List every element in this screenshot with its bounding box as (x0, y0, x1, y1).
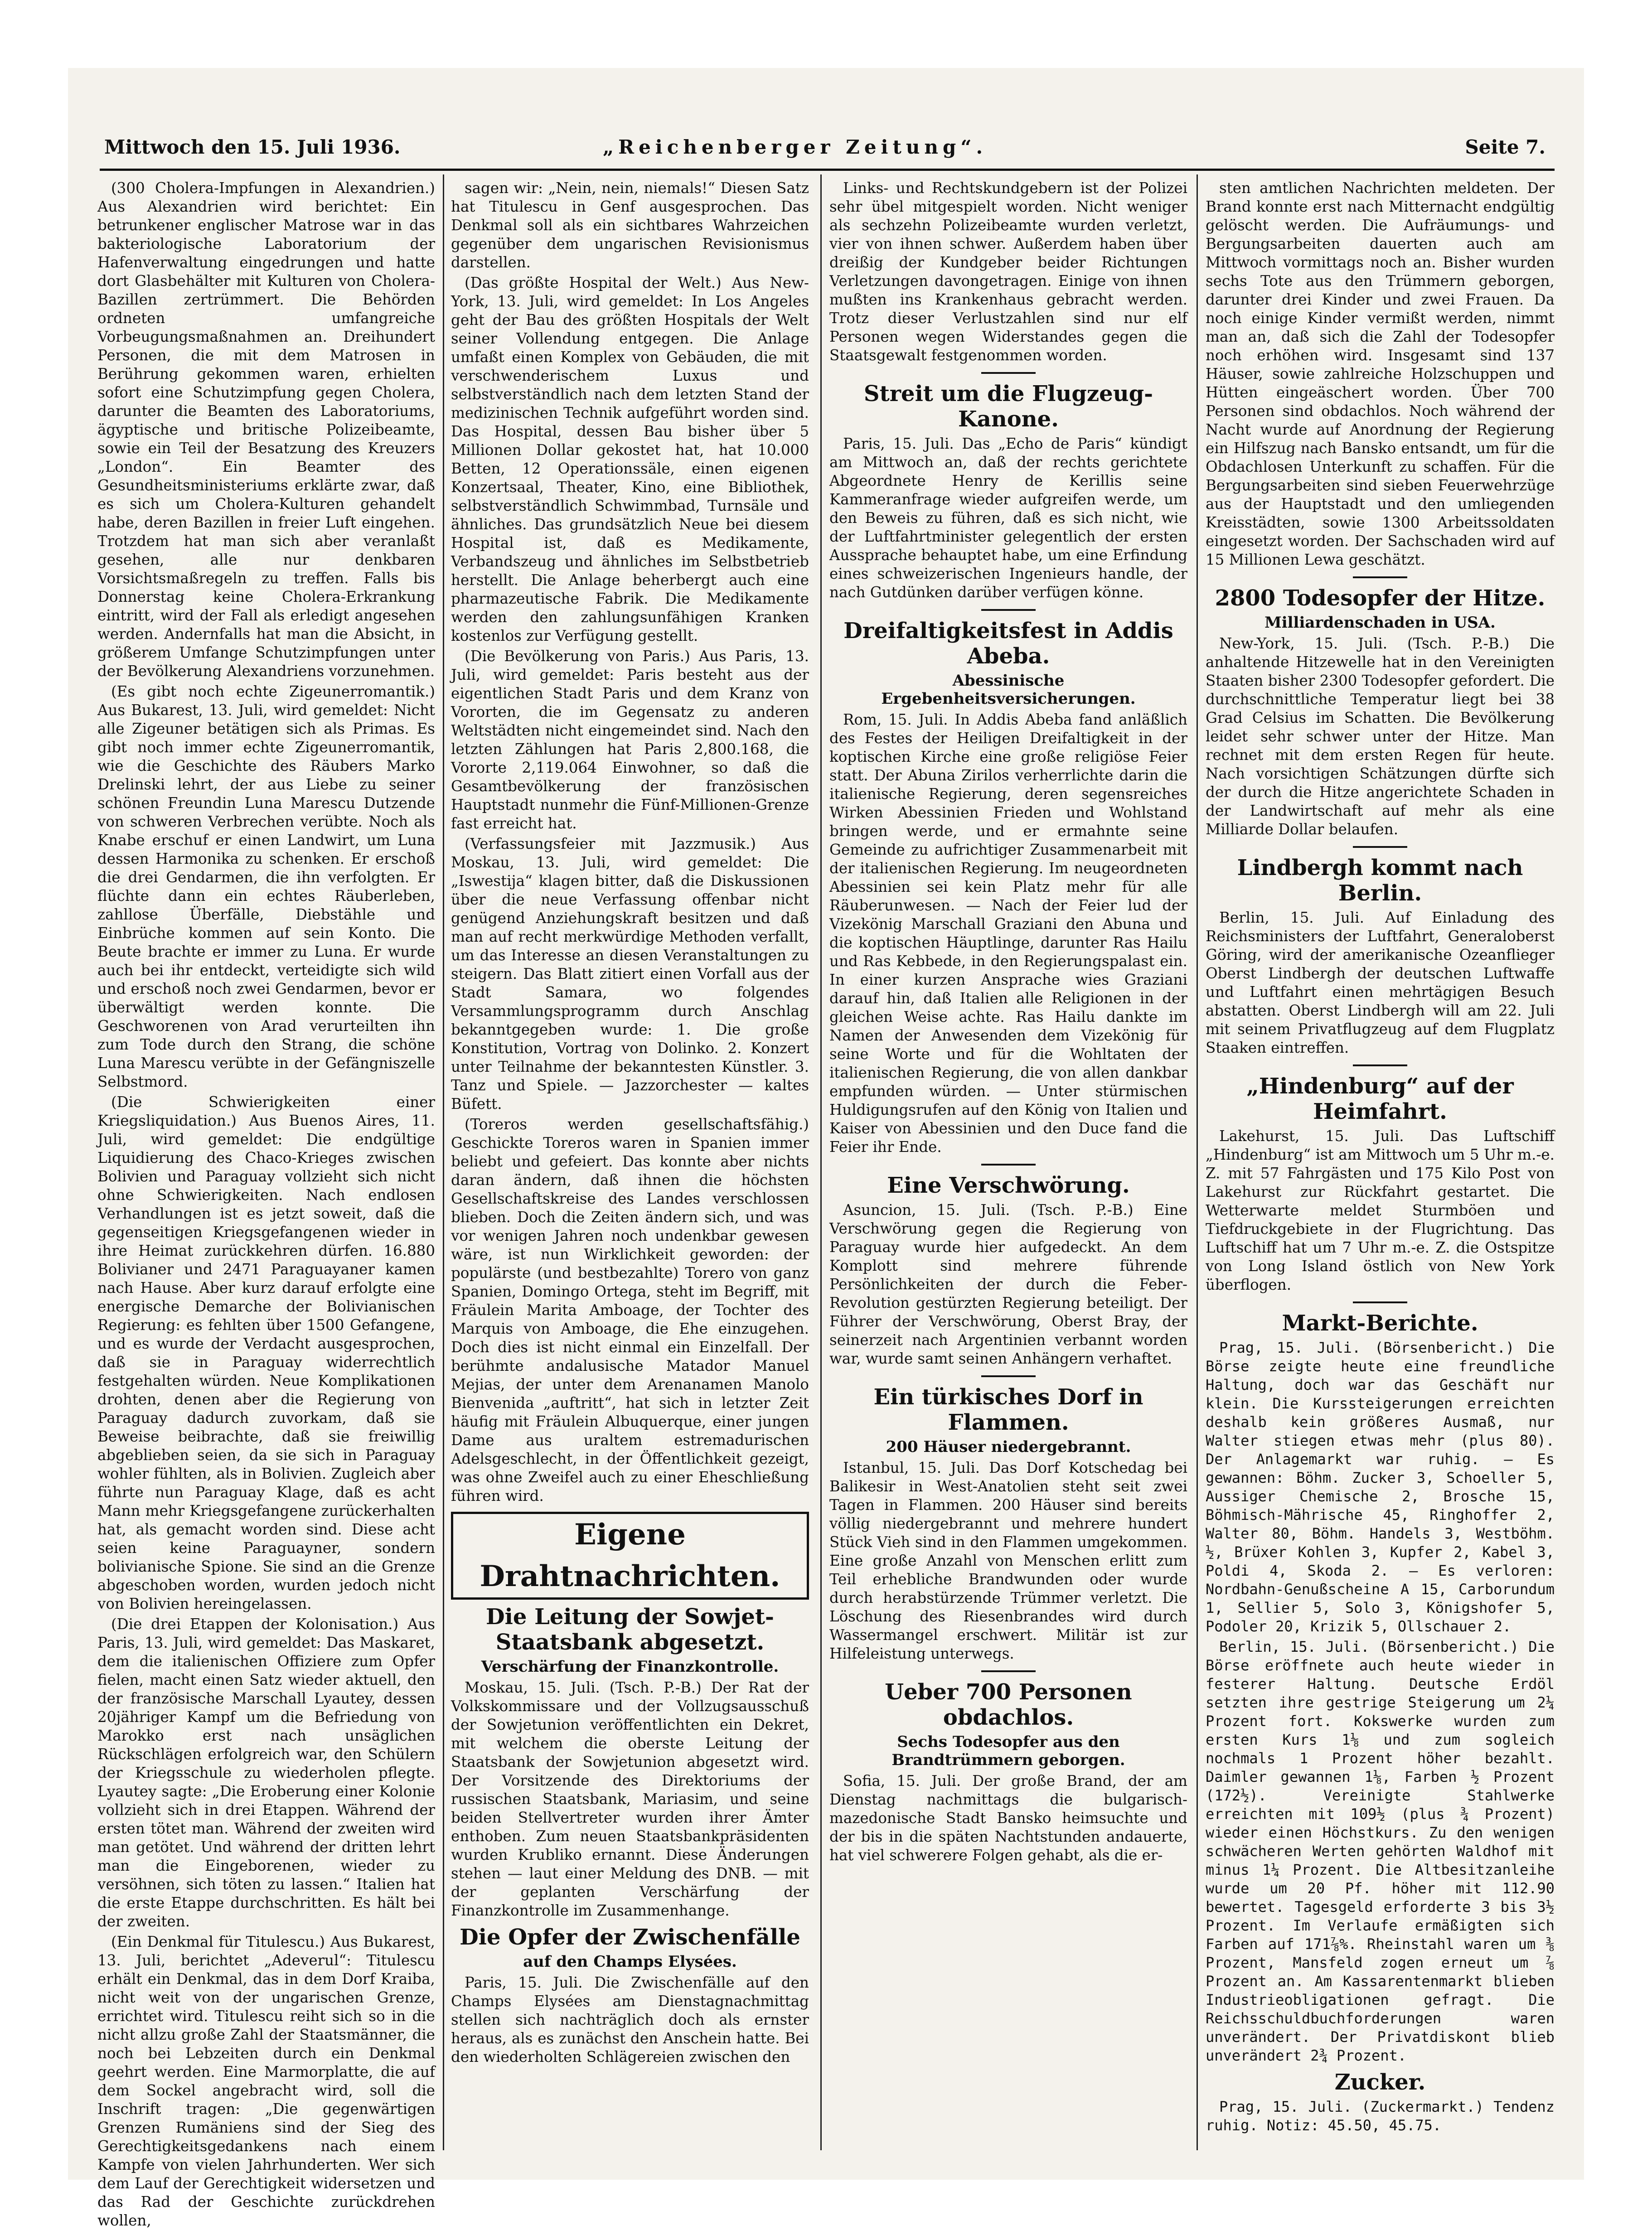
header-rule (100, 169, 1555, 171)
article-titulescu-cont: sagen wir: „Nein, nein, niemals!“ Diesen Satz hat Titulescu in Genf ausgesprochen. Das Denkmal soll als ein sichtbares Wahrzeichen gegenüber dem ungarischen Revisionismus darstellen. (451, 179, 809, 271)
column-3 (829, 179, 1187, 2148)
article-tuerkei: Istanbul, 15. Juli. Das Dorf Kotschedag bei Balikesir in West-Anatolien steht seit zwei Tagen in Flammen. 200 Häuser sind bereits völlig niedergebrannt und mehrere hundert Stück Vieh sind in den Flammen umgekommen. Eine große Anzahl von Menschen erlitt zum Teil erhebliche Brandwunden oder wurde durch herabstürzende Trümmer verletzt. Die Löschung des Riesenbrandes wird durch Wassermangel erschwert. Militär ist zur Hilfeleistung unterwegs. (829, 1459, 1187, 1662)
article-hitze: New-York, 15. Juli. (Tsch. P.-B.) Die anhaltende Hitzewelle hat in den Vereinigten Staaten bisher 2300 Todesopfer gefordert. Die durchschnittliche Temperatur liegt bei 38 Grad Celsius im Schatten. Die Bevölkerung leidet sehr schwer unter der Hitze. Man rechnet mit dem ersten Regen für heute. Nach vorsichtigen Schätzungen dürfte sich der durch die Hitze angerichtete Schaden in der Landwirtschaft auf mehr als eine Milliarde Dollar belaufen. (1206, 635, 1555, 838)
subheadline-staatsbank: Verschärfung der Finanzkontrolle. (481, 1658, 779, 1676)
headline-obdachlos: Ueber 700 Personen obdachlos. (885, 1679, 1132, 1730)
separator (1353, 576, 1407, 578)
separator (981, 1164, 1036, 1166)
column-rule-2 (820, 174, 822, 2150)
article-addis: Rom, 15. Juli. In Addis Abeba fand anläßlich des Festes der Heiligen Dreifaltigkeit in der koptischen Kirche eine große religiöse Feier statt. Der Abuna Zirilos verherrlichte darin die italienische Regierung, deren segensreiches Wirken Abessinien Frieden und Wohlstand bringen werde, und er ermahnte seine Gemeinde zu aufrichtiger Zusammenarbeit mit der italienischen Regierung. Im neugeordneten Abessinien sei kein Platz mehr für alle Räuberunwesen. — Nach der Feier lud der Vizekönig Marschall Graziani den Abuna und die koptischen Häuptlinge, darunter Ras Hailu und Ras Kebbede, in den Regierungspalast ein. In einer kurzen Ansprache wies Graziani darauf hin, daß Italien alle Religionen in der gleichen Weise achte. Ras Hailu dankte im Namen der Anwesenden dem Vizekönig für seine Worte und für die Wohltaten der italienischen Regierung, die von allen dankbar empfunden würden. — Unter stürmischen Huldigungsrufen auf den König von Italien und Kaiser von Abessinien und den Duce fand die Feier ihr Ende. (829, 711, 1187, 1156)
article-hindenburg: Lakehurst, 15. Juli. Das Luftschiff „Hindenburg“ ist am Mittwoch um 5 Uhr m.-e. Z. mit 57 Fahrgästen und 175 Kilo Post von Lakehurst zur Rückfahrt gestartet. Die Wetterwarte meldet Sturmböen und Tiefdruckgebiete in der Flugrichtung. Das Luftschiff hat um 7 Uhr m.-e. Z. die Ostspitze von Long Island östlich von New York überflogen. (1206, 1127, 1555, 1293)
headline-lindbergh: Lindbergh kommt nach Berlin. (1237, 855, 1523, 906)
article-kolonisation: (Die drei Etappen der Kolonisation.) Aus Paris, 13. Juli, wird gemeldet: Das Maskaret, dem die italienischen Offiziere zum Opfer fielen, macht einen Satz wieder aktuell, den der französische Marschall Lyautey, dessen 20jähriger Kampf um die Befriedung von Marokko erst nach unsäglichen Rückschlägen erfolgreich war, den Schülern der Kriegsschule zu wiederholen pflegte. Lyautey sagte: „Die Eroberung einer Kolonie vollzieht sich in drei Etappen. Während der ersten tötet man. Während der zweiten wird man getötet. Und während der dritten lehrt man die Eingeborenen, wieder zu versöhnen, sich töten zu lassen.“ Italien hat die erste Etappe durchschritten. Es hält bei der zweiten. (97, 1616, 435, 1930)
article-zucker: Prag, 15. Juli. (Zuckermarkt.) Tendenz ruhig. Notiz: 45.50, 45.75. (1206, 2098, 1555, 2134)
separator (1353, 1301, 1407, 1303)
headline-markt: Markt-Berichte. (1282, 1311, 1478, 1336)
separator (1353, 1064, 1407, 1066)
headline-hitze: 2800 Todesopfer der Hitze. (1215, 585, 1545, 611)
article-paris-population: (Die Bevölkerung von Paris.) Aus Paris, 13. Juli, wird gemeldet: Paris besteht aus der eigentlichen Stadt Paris und dem Kranz von Vororten, die im Gegensatz zu anderen Weltstädten nicht eingemeindet sind. Nach den letzten Zählungen hat Paris 2,800.168, die Vororte 2,119.064 Einwohner, so daß die Gesamtbevölkerung der französischen Hauptstadt nunmehr die Fünf-Millionen-Grenze fast erreicht hat. (451, 648, 809, 832)
article-cholera: (300 Cholera-Impfungen in Alexandrien.) Aus Alexandrien wird berichtet: Ein betrunkener englischer Matrose war in das bakteriologische Laboratorium der Hafenverwaltung eingedrungen und hatte dort Glasbehälter mit Kulturen von Cholera-Bazillen zertrümmert. Die Behörden ordneten umfangreiche Vorbeugungsmaßnahmen an. Dreihundert Personen, die mit dem Matrosen in Berührung gekommen waren, erhielten sofort eine Schutzimpfung gegen Cholera, darunter die Beamten des Laboratoriums, ägyptische und britische Polizeibeamte, sowie ein Teil der Besatzung des Kreuzers „London“. Ein Beamter des Gesundheitsministeriums erklärte zwar, daß es sich um Cholera-Kulturen gehandelt habe, deren Bazillen in freier Luft eingehen. Trotzdem hat man sich aber veranlaßt gesehen, alle nur denkbaren Vorsichtsmaßregeln zu treffen. Falls bis Donnerstag keine Cholera-Erkrankung eintritt, wird der Fall als erledigt angesehen werden. Andernfalls hat man die Absicht, in größerem Umfange Schutzimpfungen unter der Bevölkerung Alexandriens vorzunehmen. (97, 179, 435, 680)
article-jazz: (Verfassungsfeier mit Jazzmusik.) Aus Moskau, 13. Juli, wird gemeldet: Die „Iswestija“ klagen bitter, daß die Diskussionen über die neue Verfassung offenbar nicht genügend Anziehungskraft besitzen und daß man auf recht merkwürdige Methoden verfallt, um das Interesse an diesen Veranstaltungen zu steigern. Das Blatt zitiert einen Vorfall aus der Stadt Samara, wo folgendes Versammlungsprogramm durch Anschlag bekanntgegeben wurde: 1. Die große Konstitution, Vortrag von Dolinko. 2. Konzert unter Teilnahme der bekanntesten Künstler. 3. Tanz und Spiele. — Jazzorchester — kaltes Büfett. (451, 835, 809, 1113)
article-kanone: Paris, 15. Juli. Das „Echo de Paris“ kündigt am Mittwoch an, daß der rechts gerichtete Abgeordnete Henry de Kerillis seine Kammeranfrage wieder aufgreifen werde, um den Beweis zu führen, daß es sich nicht, wie der Luftfahrtminister gelegentlich der ersten Aussprache behauptet habe, um eine Erfindung eines schweizerischen Ingenieurs handle, der nach Gutdünken darüber verfügen könne. (829, 435, 1187, 601)
article-staatsbank: Moskau, 15. Juli. (Tsch. P.-B.) Der Rat der Volkskommissare und der Vollzugsausschuß der Sowjetunion veröffentlichten ein Dekret, mit welchem die oberste Leitung der Staatsbank der Sowjetunion abgesetzt wird. Der Vorsitzende des Direktoriums der russischen Staatsbank, Mariasim, und seine beiden Stellvertreter wurden ihrer Ämter enthoben. Zum neuen Staatsbankpräsidenten wurden Krubliko ernannt. Diese Änderungen stehen — laut einer Meldung des DNB. — mit der geplanten Verschärfung der Finanzkontrolle im Zusammenhange. (451, 1679, 809, 1919)
article-lindbergh: Berlin, 15. Juli. Auf Einladung des Reichsministers der Luftfahrt, Generaloberst Göring, wird der amerikanische Ozeanflieger Oberst Lindbergh der deutschen Luftwaffe und Luftfahrt einen mehrtägigen Besuch abstatten. Oberst Lindbergh will am 22. Juli mit seinem Privatflugzeug auf dem Flugplatz Staaken eintreffen. (1206, 909, 1555, 1056)
separator (981, 1375, 1036, 1377)
article-kriegsliquidation: (Die Schwierigkeiten einer Kriegsliquidation.) Aus Buenos Aires, 11. Juli, wird gemeldet: Die endgültige Liquidierung des Chaco-Krieges zwischen Bolivien und Paraguay vollzieht sich nicht ohne Schwierigkeiten. Nach endlosen Verhandlungen ist es jetzt soweit, daß die gegenseitigen Kriegsgefangenen wieder in ihre Heimat zurückkehren dürfen. 16.880 Bolivianer und 2471 Paraguayaner kamen nach Hause. Aber kurz darauf erfolgte eine energische Demarche der Bolivianischen Regierung: es fehlten über 1500 Gefangene, und es wurde der Verdacht ausgesprochen, daß sie in Paraguay widerrechtlich festgehalten würden. Neue Komplikationen drohten, denen aber die Regierung von Paraguay dadurch zuvorkam, daß sie Beweise beibrachte, daß sie freiwillig abgeblieben seien, da sie sich in Paraguay wohler fühlten, als in Bolivien. Zugleich aber führte nun Paraguay Klage, daß es acht Mann mehr Kriegsgefangene zurückerhalten hat, als gemacht worden sind. Diese acht seien keine Paraguayner, sondern bolivianische Spione. Sie sind an die Grenze abgeschoben worden, wurden jedoch nicht von Bolivien hereingelassen. (97, 1093, 435, 1612)
headline-tuerkei: Ein türkisches Dorf in Flammen. (873, 1384, 1143, 1435)
headline-hindenburg: „Hindenburg“ auf der Heimfahrt. (1246, 1074, 1514, 1124)
article-zigeuner: (Es gibt noch echte Zigeunerromantik.) Aus Bukarest, 13. Juli, wird gemeldet: Nicht alle Zigeuner betätigen sich als Primas. Es gibt noch immer echte Zigeunerromantik, wie die Geschichte des Räubers Marko Drelinski lehrt, der aus Liebe zu seiner schönen Freundin Luna Marescu Dutzende von schweren Verbrechen verübte. Noch als Knabe erschuf er einen Landwirt, um Luna dessen Harmonika zu schenken. Er erschoß die drei Gendarmen, die ihn verfolgten. Er flüchte dann ein echtes Räuberleben, zahllose Überfälle, Diebstähle und Einbrüche kommen auf sein Konto. Die Beute brachte er immer zu Luna. Er wurde auch bei ihr entdeckt, verteidigte sich wild und erschoß noch zwei Gendarmen, bevor er überwältigt werden konnte. Die Geschworenen von Arad verurteilten ihn zum Tode durch den Strang, die schöne Luna Marescu verübte in der Gefängniszelle Selbstmord. (97, 683, 435, 1090)
article-obdachlos-cont: sten amtlichen Nachrichten meldeten. Der Brand konnte erst nach Mitternacht endgültig gelöscht werden. Die Aufräumungs- und Bergungsarbeiten dauerten auch am Mittwoch vormittags noch an. Bisher wurden sechs Tote aus den Trümmern geborgen, darunter drei Kinder und zwei Frauen. Da noch einige Kinder vermißt werden, nimmt man an, daß sich die Zahl der Todesopfer noch erhöhen wird. Insgesamt sind 137 Häuser, sowie zahlreiche Holzschuppen und Hütten eingeäschert worden. Über 700 Personen sind obdachlos. Noch während der Nacht wurde auf Anordnung der Regierung ein Hilfszug nach Bansko entsandt, um für die Obdachlosen Unterkunft zu schaffen. Für die Bergungsarbeiten sind sieben Feuerwehrzüge aus der Hauptstadt und den umliegenden Kreisstädten, sowie 1300 Arbeitssoldaten eingesetzt worden. Der Sachschaden wird auf 15 Millionen Lewa geschätzt. (1206, 179, 1555, 568)
headline-verschwoerung: Eine Verschwörung. (887, 1173, 1130, 1198)
article-toreros: (Toreros werden gesellschaftsfähig.) Geschickte Toreros waren in Spanien immer beliebt und gefeiert. Das konnte aber nichts daran ändern, daß ihnen die höchsten Gesellschaftskreise des Landes verschlossen blieben. Doch die Zeiten ändern sich, und was vor wenigen Jahren noch undenkbar gewesen wäre, ist nun Wirklichkeit geworden: der populärste (und bestbezahlte) Torero von ganz Spanien, Domingo Ortega, steht im Begriff, mit Fräulein Marita Amboage, der Tochter des Marquis von Amboage, die Ehe einzugehen. Doch dies ist nicht einmal ein Einzelfall. Der berühmte andalusische Matador Manuel Mejias, der unter dem Arenanamen Manolo Bienvenida „auftritt“, hat sich in letzter Zeit häufig mit Fräulein Albuquerque, einer jungen Dame aus uraltem estremadurischen Adelsgeschlecht, in der Öffentlichkeit gezeigt, was ohne Zweifel auch zu einer Eheschließung führen wird. (451, 1116, 809, 1504)
headline-staatsbank: Die Leitung der Sowjet-Staatsbank abgesetzt. (486, 1604, 774, 1655)
column-rule-1 (443, 174, 444, 2150)
separator (981, 1670, 1036, 1672)
header-paper-title: „Reichenberger Zeitung“. (603, 136, 988, 158)
headline-zucker: Zucker. (1334, 2070, 1426, 2095)
article-obdachlos: Sofia, 15. Juli. Der große Brand, der am Dienstag nachmittags die bulgarisch-mazedonische Stadt Bansko heimsuchte und der bis in die späten Nachtstunden andauerte, hat viel schwerere Folgen gehabt, als die er- (829, 1772, 1187, 1864)
column-rule-3 (1197, 174, 1198, 2150)
article-verschwoerung: Asuncion, 15. Juli. (Tsch. P.-B.) Eine Verschwörung gegen die Regierung von Paraguay wurde hier aufgedeckt. An dem Komplott sind mehrere führende Persönlichkeiten der durch die Feber-Revolution gestürzten Regierung beteiligt. Der Führer der Verschwörung, Oberst Bray, der seinerzeit nach Argentinien verbannt worden war, wurde samt seinen Anhängern verhaftet. (829, 1201, 1187, 1367)
column-4 (1206, 179, 1555, 2148)
article-champs-cont: Links- und Rechtskundgebern ist der Polizei sehr übel mitgespielt worden. Nicht weniger als sechzehn Polizeibeamte wurden verletzt, vier von ihnen schwer. Außerdem haben über dreißig der Kundgeber beider Richtungen Verletzungen davongetragen. Einige von ihnen mußten ins Krankenhaus gebracht werden. Trotz dieser Verlustzahlen sind nur elf Personen wegen Widerstandes gegen die Staatsgewalt festgenommen worden. (829, 179, 1187, 364)
separator (981, 609, 1036, 611)
article-titulescu: (Ein Denkmal für Titulescu.) Aus Bukarest, 13. Juli, berichtet „Adeverul“: Titulescu erhält ein Denkmal, das in dem Dorf Kraiba, nicht weit von der ungarischen Grenze, errichtet wird. Titulescu reiht sich so in die nicht allzu große Zahl der Staatsmänner, die noch bei Lebzeiten durch ein Denkmal geehrt werden. Eine Marmorplatte, die auf dem Sockel angebracht wird, soll die Inschrift tragen: „Die gegenwärtigen Grenzen Rumäniens sind der Sieg des Gerechtigkeitsgedankens nach einem Kampfe von vielen Jahrhunderten. Wer sich dem Lauf der Gerechtigkeit widersetzen und das Rad der Geschichte zurückdrehen wollen, (97, 1933, 435, 2229)
article-berlin-boerse: Berlin, 15. Juli. (Börsenbericht.) Die Börse eröffnete auch heute wieder in festerer Haltung. Deutsche Erdöl setzten ihre gestrige Steigerung um 2¼ Prozent fort. Kokswerke wurden zum ersten Kurs 1⅛ und zum sogleich nochmals 1 Prozent höher bezahlt. Daimler gewannen 1⅛, Farben ½ Prozent (172½). Vereinigte Stahlwerke erreichten mit 109½ (plus ¾ Prozent) wieder einen Höchstkurs. Zu den wenigen schwächeren Werten gehörten Waldhof mit minus 1¼ Prozent. Die Altbesitzanleihe wurde um 20 Pf. höher mit 112.90 bewertet. Tagesgeld erforderte 3 bis 3½ Prozent. Im Verlaufe ermäßigten sich Farben auf 171⅞%. Rheinstahl waren um ⅜ Prozent, Mansfeld zogen erneut um ⅞ Prozent an. Am Kassarentenmarkt blieben Industrieobligationen gefragt. Die Reichsschuldbuchforderungen waren unverändert. Der Privatdiskont blieb unverändert 2¾ Prozent. (1206, 1638, 1555, 2064)
subheadline-obdachlos: Sechs Todesopfer aus den Brandtrümmern geborgen. (891, 1733, 1125, 1769)
subheadline-hitze: Milliardenschaden in USA. (1264, 614, 1496, 632)
separator (1353, 846, 1407, 848)
headline-champs: Die Opfer der Zwischenfälle (460, 1925, 800, 1950)
article-champs: Paris, 15. Juli. Die Zwischenfälle auf den Champs Elysées am Dienstagnachmittag stellen sich nachträglich doch als ernster heraus, als es zunächst den Anschein hatte. Bei den wiederholten Schlägereien zwischen den (451, 1974, 809, 2066)
subheadline-tuerkei: 200 Häuser niedergebrannt. (886, 1438, 1131, 1456)
article-hospital: (Das größte Hospital der Welt.) Aus New-York, 13. Juli, wird gemeldet: In Los Angeles geht der Bau des größten Hospitals der Welt seiner Vollendung entgegen. Die Anlage umfaßt einen Komplex von Gebäuden, die mit verschwenderischem Luxus und selbstverständlich nach dem letzten Stand der medizinischen Technik aufgeführt worden sind. Das Hospital, dessen Bau bisher über 5 Millionen Dollar gekostet hat, hat 10.000 Betten, 12 Operationssäle, einen eigenen Konzertsaal, Theater, Kino, eine Bibliothek, selbstverständlich Schwimmbad, Turnsäle und ähnliches. Das grundsätzlich Neue bei diesem Hospital ist, daß es Medikamente, Verbandszeug und ähnliches im Selbstbetrieb herstellt. Die Anlage beherbergt auch eine pharmazeutische Fabrik. Die Medikamente werden den zahlungsunfähigen Kranken kostenlos zur Verfügung gestellt. (451, 274, 809, 644)
headline-kanone: Streit um die Flugzeug-Kanone. (863, 381, 1153, 432)
column-1 (97, 179, 435, 2229)
article-prag-boerse: Prag, 15. Juli. (Börsenbericht.) Die Börse zeigte heute eine freundliche Haltung, doch war das Geschäft nur klein. Die Kurssteigerungen erreichten deshalb kein größeres Ausmaß, nur Walter stiegen etwas mehr (plus 80). Der Anlagemarkt war ruhig. — Es gewannen: Böhm. Zucker 3, Schoeller 5, Aussiger Chemische 2, Brosche 15, Böhmisch-Mährische 45, Ringhoffer 2, Walter 80, Böhm. Handels 3, Westböhm. ½, Brüxer Kohlen 3, Kupfer 2, Kabel 3, Poldi 4, Skoda 2. — Es verloren: Nordbahn-Genußscheine A 15, Carborundum 1, Sellier 5, Solo 3, Königshofer 5, Podoler 20, Krizik 5, Ollschauer 2. (1206, 1339, 1555, 1635)
section-banner: Eigene Drahtnachrichten. (451, 1512, 809, 1600)
page-header (104, 136, 1545, 168)
headline-addis: Dreifaltigkeitsfest in Addis Abeba. (843, 618, 1173, 669)
separator (981, 372, 1036, 374)
column-2 (451, 179, 809, 2148)
header-date: Mittwoch den 15. Juli 1936. (104, 136, 401, 158)
header-page-number: Seite 7. (1465, 136, 1545, 158)
subheadline-champs: auf den Champs Elysées. (523, 1953, 737, 1971)
subheadline-addis: Abessinische Ergebenheitsversicherungen. (881, 672, 1136, 708)
